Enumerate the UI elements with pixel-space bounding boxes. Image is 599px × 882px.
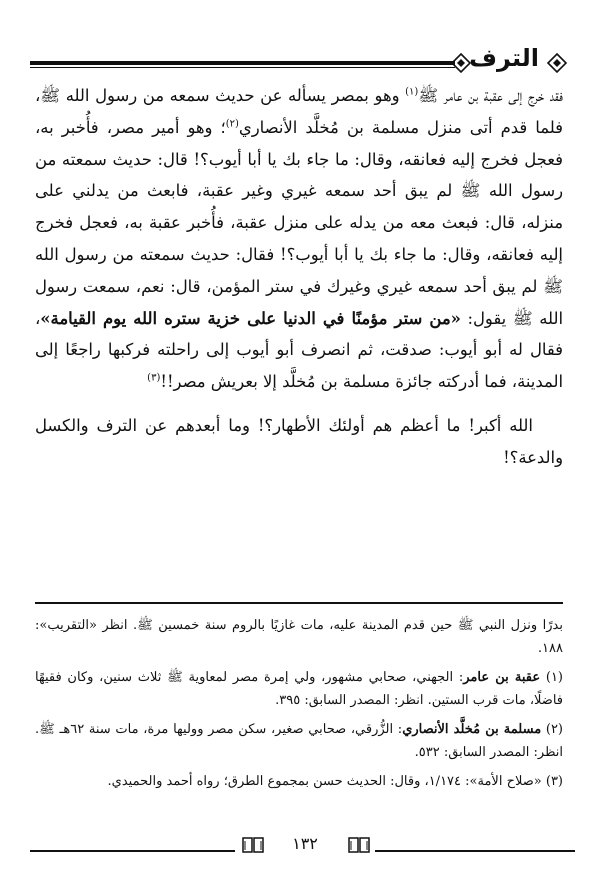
footnote-text: : الجهني، صحابي مشهور، ولي إمرة مصر لمعاوية ﷺ ثلاث سنين، وكان فقيهًا فاضلًا، مات قرب الستين. انظر: المصدر السابق: ٣٩٥.: [35, 670, 563, 708]
book-icon: [242, 836, 264, 854]
footer-rule: [375, 850, 575, 852]
header-rule: [30, 61, 455, 65]
text-run: ، فقال له أبو أيوب: صدقت، ثم انصرف أبو أيوب إلى راحلته فركبها راجعًا إلى المدينة، فما أدركته جائزة مسلمة بن مُخلَّد إلا بعريش مصر!!: [35, 308, 563, 392]
footnote-1: [35, 666, 563, 712]
paragraph-2: الله أكبر! ما أعظم هم أولئك الأطهار؟! وما أبعدهم عن الترف والكسل والدعة؟!: [35, 415, 563, 467]
footnotes: [35, 614, 563, 799]
header-rule-thin: [30, 67, 455, 68]
footnote-3: [35, 770, 563, 793]
running-title: الترف: [469, 44, 539, 72]
page-number: ١٣٢: [292, 834, 318, 853]
main-text: [35, 80, 563, 474]
footnote-name: مسلمة بن مُخلَّد الأنصاري: [402, 722, 542, 737]
paragraph-1: [35, 80, 563, 398]
footnote-label: (١): [540, 670, 563, 685]
page-footer: [30, 830, 575, 860]
footnote-2: [35, 718, 563, 764]
footnote-ref[interactable]: (٣): [147, 372, 161, 384]
text-run: وهو بمصر يسأله عن حديث سمعه من رسول الله ﷺ، فلما قدم أتى منزل مسلمة بن مُخلَّد الأنصاري: [35, 86, 563, 137]
text-run: ؛ وهو أمير مصر، فأُخبر به، فعجل فخرج إليه فعانقه، وقال: ما جاء بك يا أبا أيوب؟! قال: حديث سمعته من رسول الله ﷺ لم يبق أحد سمعه غيري وغير عقبة، فابعث من يدلني على منزله، قال: فبعث معه من يدله على منزل عقبة، فأُخبر عقبة به، فعجل فخرج إليه فعانقه، وقال: ما جاء بك يا أبا أيوب؟! فقال: حديث سمعته من رسول الله ﷺ لم يبق أحد سمعه غيري وغيرك في ستر المؤمن، قال: نعم، سمعت رسول الله ﷺ يقول:: [35, 117, 563, 328]
ornament-icon: [451, 53, 471, 73]
footnote-text: «صلاح الأمة»: ١/١٧٤، وقال: الحديث حسن بمجموع الطرق؛ رواه أحمد والحميدي.: [107, 774, 542, 789]
hadith-quote: «من ستر مؤمنًا في الدنيا على خزية ستره الله يوم القيامة»: [40, 308, 461, 328]
footnote-text: : الزُّرقي، صحابي صغير، سكن مصر ووليها مرة، مات سنة ٦٢هـ ﷺ. انظر: المصدر السابق: ٥٣٢.: [35, 722, 563, 760]
footnote-label: (٢): [541, 722, 563, 737]
footer-rule: [30, 850, 235, 852]
footnote-continued: بدرًا ونزل النبي ﷺ حين قدم المدينة عليه، مات غازيًا بالروم سنة خمسين ﷺ. انظر «التقريب»: ١٨٨.: [35, 618, 563, 656]
ornament-icon: [547, 53, 567, 73]
footnote-name: عقبة بن عامر: [463, 670, 541, 685]
footnote-ref[interactable]: (١): [405, 86, 419, 98]
text-run: فقد خرج إلى عقبة بن عامر ﷺ: [418, 86, 563, 105]
footnote-separator: [35, 602, 563, 604]
book-icon: [348, 836, 370, 854]
footnote-label: (٣): [541, 774, 563, 789]
page-header: [30, 40, 575, 76]
footnote-ref[interactable]: (٢): [225, 118, 239, 130]
